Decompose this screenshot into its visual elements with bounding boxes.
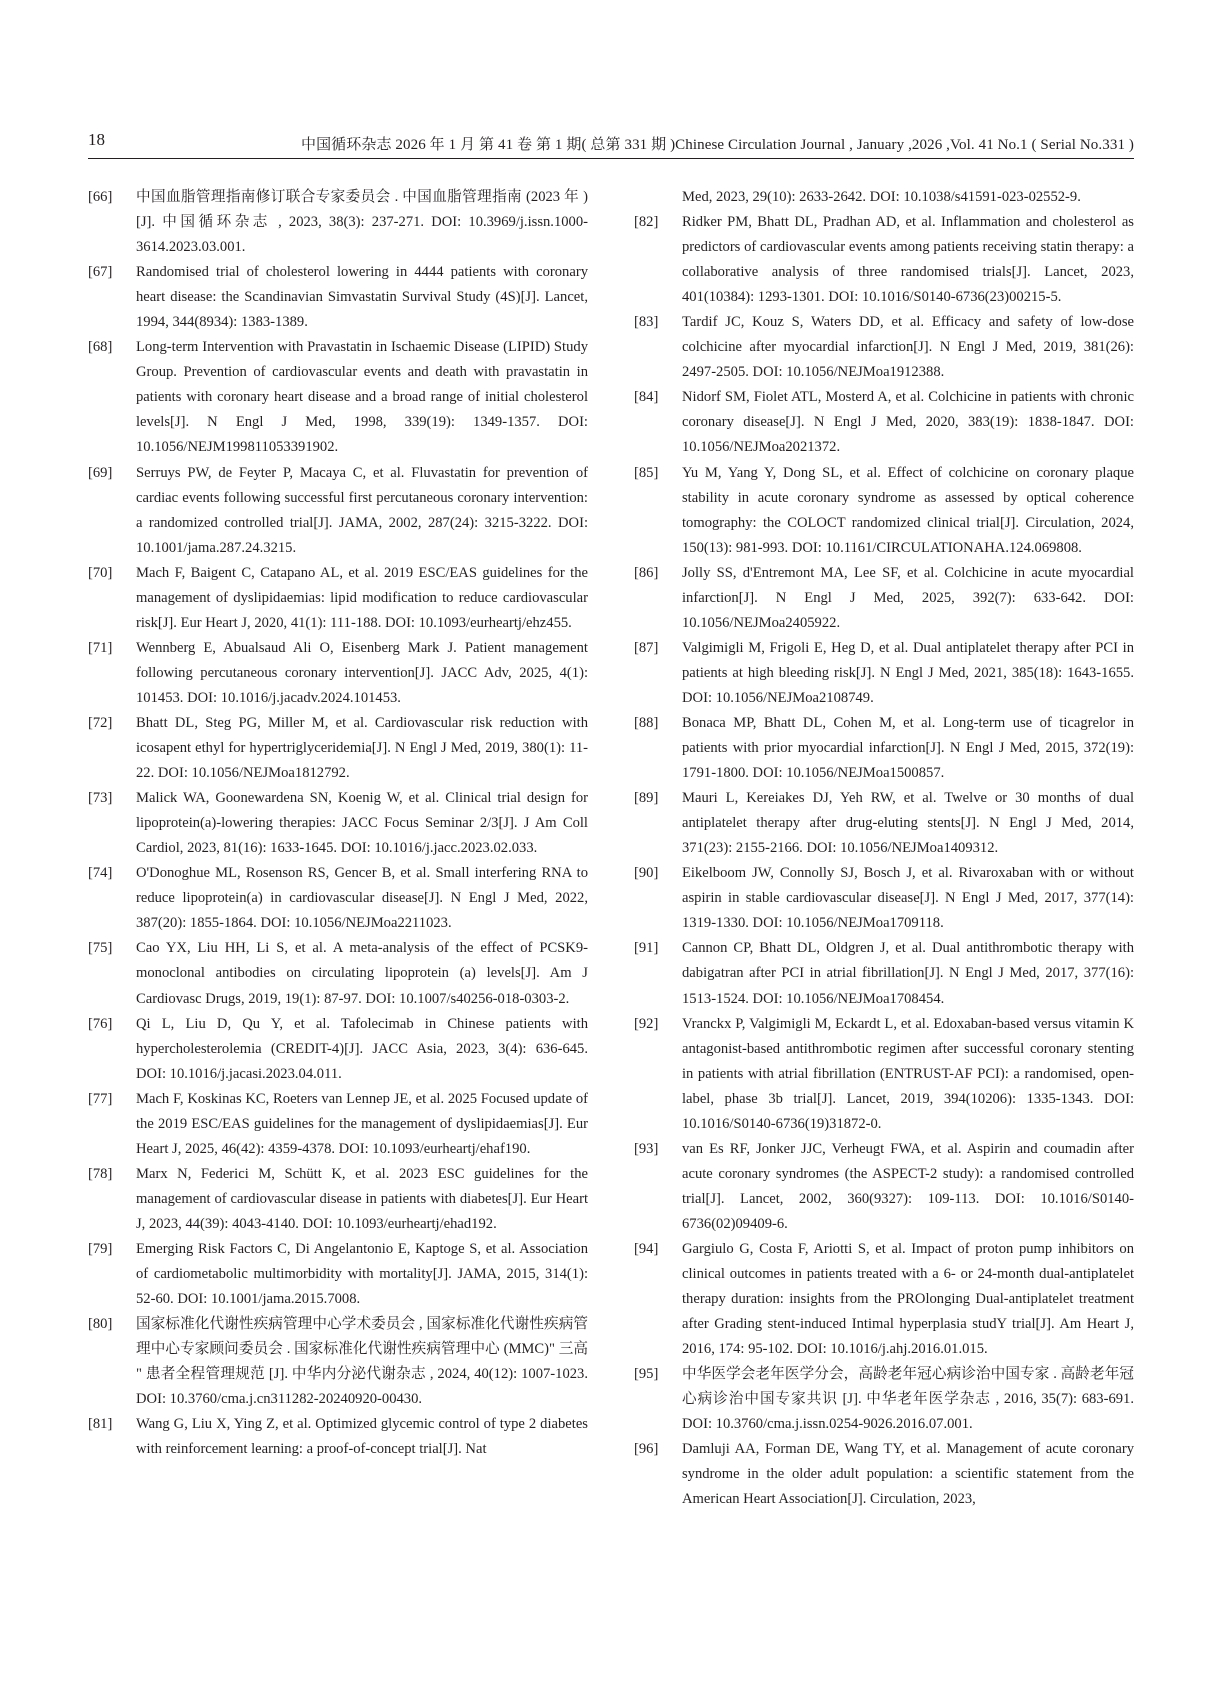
reference-number: [71]: [88, 639, 113, 656]
reference-number: [75]: [88, 940, 113, 957]
reference-number: [67]: [88, 264, 113, 281]
reference-number: [78]: [88, 1165, 113, 1182]
reference-text: Mach F, Baigent C, Catapano AL, et al. 2019 ESC/EAS guidelines for the management of dyslipidaemias: lipid modification to reduce cardiovascular risk[J]. Eur Heart J, 2020, 41(1): 111-188. DOI: 10.1093/eurheartj/ehz455.: [136, 564, 588, 631]
reference-item: [88, 936, 588, 1011]
reference-number: [96]: [634, 1441, 659, 1458]
reference-item: [634, 1437, 1134, 1512]
reference-item: [634, 1237, 1134, 1362]
reference-text: Wennberg E, Abualsaud Ali O, Eisenberg Mark J. Patient management following percutaneous coronary intervention[J]. JACC Adv, 2025, 4(1): 101453. DOI: 10.1016/j.jacadv.2024.101453.: [136, 639, 588, 706]
reference-item: [88, 561, 588, 636]
reference-text: Ridker PM, Bhatt DL, Pradhan AD, et al. Inflammation and cholesterol as predictors of cardiovascular events among patients receiving statin therapy: a collaborative analysis of three randomised trials[J]. Lancet, 2023, 401(10384): 1293-1301. DOI: 10.1016/S0140-6736(23)00215-5.: [682, 214, 1134, 306]
reference-item: [88, 1237, 588, 1312]
reference-text: Wang G, Liu X, Ying Z, et al. Optimized glycemic control of type 2 diabetes with reinforcement learning: a proof-of-concept trial[J]. Nat: [136, 1416, 588, 1458]
reference-text: Mauri L, Kereiakes DJ, Yeh RW, et al. Twelve or 30 months of dual antiplatelet therapy after drug-eluting stents[J]. N Engl J Med, 2014, 371(23): 2155-2166. DOI: 10.1056/NEJMoa1409312.: [682, 790, 1134, 857]
reference-number: [80]: [88, 1316, 113, 1333]
reference-number: [82]: [634, 214, 659, 231]
reference-text: Tardif JC, Kouz S, Waters DD, et al. Efficacy and safety of low-dose colchicine after myocardial infarction[J]. N Engl J Med, 2019, 381(26): 2497-2505. DOI: 10.1056/NEJMoa1912388.: [682, 314, 1134, 381]
reference-text: Mach F, Koskinas KC, Roeters van Lennep JE, et al. 2025 Focused update of the 2019 ESC/EAS guidelines for the management of dyslipidaemias[J]. Eur Heart J, 2025, 46(42): 4359-4378. DOI: 10.1093/eurheartj/ehaf190.: [136, 1090, 588, 1157]
reference-item: [634, 210, 1134, 310]
reference-item: [88, 636, 588, 711]
reference-text: Vranckx P, Valgimigli M, Eckardt L, et al. Edoxaban-based versus vitamin K antagonist-based antithrombotic regimen after successful coronary stenting in patients with atrial fibrillation (ENTRUST-AF PCI): a randomised, open-label, phase 3b trial[J]. Lancet, 2019, 394(10206): 1335-1343. DOI: 10.1016/S0140-6736(19)31872-0.: [682, 1015, 1134, 1132]
reference-number: [77]: [88, 1090, 113, 1107]
reference-number: [87]: [634, 639, 659, 656]
reference-number: [74]: [88, 865, 113, 882]
left-column: [88, 185, 588, 1462]
reference-item: [634, 1362, 1134, 1437]
reference-number: [70]: [88, 564, 113, 581]
reference-text: O'Donoghue ML, Rosenson RS, Gencer B, et al. Small interfering RNA to reduce lipoprotein(a) in cardiovascular disease[J]. N Engl J Med, 2022, 387(20): 1855-1864. DOI: 10.1056/NEJMoa2211023.: [136, 865, 588, 932]
reference-number: [89]: [634, 790, 659, 807]
reference-item: [634, 861, 1134, 936]
reference-item: [634, 711, 1134, 786]
reference-item: [88, 461, 588, 561]
reference-item: [634, 786, 1134, 861]
page-number: 18: [88, 130, 105, 149]
reference-text: Gargiulo G, Costa F, Ariotti S, et al. Impact of proton pump inhibitors on clinical outcomes in patients treated with a 6- or 24-month dual-antiplatelet therapy duration: insights from the PROlonging Dual-antiplatelet treatment after Grading stent-induced Intimal hyperplasia studY trial[J]. Am Heart J, 2016, 174: 95-102. DOI: 10.1016/j.ahj.2016.01.015.: [682, 1240, 1134, 1358]
reference-item: [88, 711, 588, 786]
reference-number: [84]: [634, 389, 659, 406]
reference-number: [68]: [88, 339, 113, 356]
reference-text: Malick WA, Goonewardena SN, Koenig W, et al. Clinical trial design for lipoprotein(a)-lowering therapies: JACC Focus Seminar 2/3[J]. J Am Coll Cardiol, 2023, 81(16): 1633-1645. DOI: 10.1016/j.jacc.2023.02.033.: [136, 790, 588, 857]
reference-text: Jolly SS, d'Entremont MA, Lee SF, et al. Colchicine in acute myocardial infarction[J]. N Engl J Med, 2025, 392(7): 633-642. DOI: 10.1056/NEJMoa2405922.: [682, 564, 1134, 631]
reference-item: [634, 461, 1134, 561]
reference-text: 国家标准化代谢性疾病管理中心学术委员会 , 国家标准化代谢性疾病管理中心专家顾问委员会 . 国家标准化代谢性疾病管理中心 (MMC)" 三高 " 患者全程管理规范 [J]. 中华内分泌代谢杂志 , 2024, 40(12): 1007-1023. DOI: 10.3760/cma.j.cn311282-20240920-00430.: [136, 1316, 588, 1408]
reference-number: [76]: [88, 1015, 113, 1032]
reference-text: Qi L, Liu D, Qu Y, et al. Tafolecimab in Chinese patients with hypercholesterolemia (CREDIT-4)[J]. JACC Asia, 2023, 3(4): 636-645. DOI: 10.1016/j.jacasi.2023.04.011.: [136, 1015, 588, 1082]
reference-text: 中国血脂管理指南修订联合专家委员会 . 中国血脂管理指南 (2023 年 )[J]. 中国循环杂志 , 2023, 38(3): 237-271. DOI: 10.3969/j.issn.1000-3614.2023.03.001.: [136, 189, 588, 256]
reference-item: [88, 1312, 588, 1412]
reference-item: [88, 1087, 588, 1162]
reference-text: Emerging Risk Factors C, Di Angelantonio E, Kaptoge S, et al. Association of cardiometabolic multimorbidity with mortality[J]. JAMA, 2015, 314(1): 52-60. DOI: 10.1001/jama.2015.7008.: [136, 1240, 588, 1308]
reference-item: [634, 310, 1134, 385]
running-header: 中国循环杂志 2026 年 1 月 第 41 卷 第 1 期( 总第 331 期 )Chinese Circulation Journal , January ,2026 ,Vol. 41 No.1 ( Serial No.331 ): [300, 137, 1134, 153]
reference-number: [86]: [634, 564, 659, 581]
reference-text: van Es RF, Jonker JJC, Verheugt FWA, et al. Aspirin and coumadin after acute coronary syndromes (the ASPECT-2 study): a randomised controlled trial[J]. Lancet, 2002, 360(9327): 109-113. DOI: 10.1016/S0140-6736(02)09409-6.: [682, 1140, 1134, 1232]
right-column: [634, 185, 1134, 1512]
reference-item: [634, 636, 1134, 711]
reference-text: Cao YX, Liu HH, Li S, et al. A meta-analysis of the effect of PCSK9-monoclonal antibodies on circulating lipoprotein (a) levels[J]. Am J Cardiovasc Drugs, 2019, 19(1): 87-97. DOI: 10.1007/s40256-018-0303-2.: [136, 940, 588, 1007]
reference-number: [85]: [634, 464, 659, 481]
reference-item: [634, 561, 1134, 636]
reference-number: [73]: [88, 790, 113, 807]
reference-number: [79]: [88, 1240, 113, 1257]
reference-item: [634, 936, 1134, 1011]
reference-number: [94]: [634, 1240, 659, 1257]
reference-text: Damluji AA, Forman DE, Wang TY, et al. Management of acute coronary syndrome in the older adult population: a scientific statement from the American Heart Association[J]. Circulation, 2023,: [682, 1441, 1134, 1508]
reference-text: Bhatt DL, Steg PG, Miller M, et al. Cardiovascular risk reduction with icosapent ethyl for hypertriglyceridemia[J]. N Engl J Med, 2019, 380(1): 11-22. DOI: 10.1056/NEJMoa1812792.: [136, 714, 588, 782]
reference-item: [88, 1412, 588, 1462]
reference-text: Valgimigli M, Frigoli E, Heg D, et al. Dual antiplatelet therapy after PCI in patients at high bleeding risk[J]. N Engl J Med, 2021, 385(18): 1643-1655. DOI: 10.1056/NEJMoa2108749.: [682, 639, 1134, 706]
reference-number: [72]: [88, 714, 113, 731]
reference-item: [88, 260, 588, 335]
reference-number: [92]: [634, 1015, 659, 1032]
reference-item: [88, 1162, 588, 1237]
reference-item: [88, 861, 588, 936]
reference-item: [634, 385, 1134, 460]
reference-text: Serruys PW, de Feyter P, Macaya C, et al. Fluvastatin for prevention of cardiac events following successful first percutaneous coronary intervention: a randomized controlled trial[J]. JAMA, 2002, 287(24): 3215-3222. DOI: 10.1001/jama.287.24.3215.: [136, 464, 588, 556]
reference-text: Long-term Intervention with Pravastatin in Ischaemic Disease (LIPID) Study Group. Prevention of cardiovascular events and death with pravastatin in patients with coronary heart disease and a broad range of initial cholesterol levels[J]. N Engl J Med, 1998, 339(19): 1349-1357. DOI: 10.1056/NEJM199811053391902.: [136, 339, 588, 456]
reference-item: [634, 1137, 1134, 1237]
reference-text: 中华医学会老年医学分会，高龄老年冠心病诊治中国专家 . 高龄老年冠心病诊治中国专家共识 [J]. 中华老年医学杂志 , 2016, 35(7): 683-691. DOI: 10.3760/cma.j.issn.0254-9026.2016.07.001.: [682, 1366, 1134, 1433]
reference-number: [95]: [634, 1366, 659, 1383]
reference-number: [88]: [634, 714, 659, 731]
reference-item: [88, 185, 588, 260]
reference-number: [91]: [634, 940, 659, 957]
reference-text: Eikelboom JW, Connolly SJ, Bosch J, et al. Rivaroxaban with or without aspirin in stable cardiovascular disease[J]. N Engl J Med, 2017, 377(14): 1319-1330. DOI: 10.1056/NEJMoa1709118.: [682, 865, 1134, 932]
reference-number: [90]: [634, 865, 659, 882]
reference-number: [69]: [88, 464, 113, 481]
reference-number: [93]: [634, 1140, 659, 1157]
reference-text: Marx N, Federici M, Schütt K, et al. 2023 ESC guidelines for the management of cardiovascular disease in patients with diabetes[J]. Eur Heart J, 2023, 44(39): 4043-4140. DOI: 10.1093/eurheartj/ehad192.: [136, 1165, 588, 1232]
reference-text: Yu M, Yang Y, Dong SL, et al. Effect of colchicine on coronary plaque stability in acute coronary syndrome as assessed by optical coherence tomography: the COLOCT randomized clinical trial[J]. Circulation, 2024, 150(13): 981-993. DOI: 10.1161/CIRCULATIONAHA.124.069808.: [682, 464, 1134, 556]
header-rule: [88, 158, 1134, 159]
reference-text: Cannon CP, Bhatt DL, Oldgren J, et al. Dual antithrombotic therapy with dabigatran after PCI in atrial fibrillation[J]. N Engl J Med, 2017, 377(16): 1513-1524. DOI: 10.1056/NEJMoa1708454.: [682, 940, 1134, 1007]
reference-number: [81]: [88, 1416, 113, 1433]
reference-item: [88, 1012, 588, 1087]
reference-continuation: [634, 185, 1134, 210]
reference-item: [88, 335, 588, 460]
reference-text: Nidorf SM, Fiolet ATL, Mosterd A, et al. Colchicine in patients with chronic coronary disease[J]. N Engl J Med, 2020, 383(19): 1838-1847. DOI: 10.1056/NEJMoa2021372.: [682, 389, 1134, 456]
reference-number: [83]: [634, 314, 659, 331]
reference-item: [634, 1012, 1134, 1137]
reference-text: Bonaca MP, Bhatt DL, Cohen M, et al. Long-term use of ticagrelor in patients with prior myocardial infarction[J]. N Engl J Med, 2015, 372(19): 1791-1800. DOI: 10.1056/NEJMoa1500857.: [682, 714, 1134, 782]
reference-continuation-text: Med, 2023, 29(10): 2633-2642. DOI: 10.1038/s41591-023-02552-9.: [682, 189, 1081, 205]
reference-text: Randomised trial of cholesterol lowering in 4444 patients with coronary heart disease: the Scandinavian Simvastatin Survival Study (4S)[J]. Lancet, 1994, 344(8934): 1383-1389.: [136, 264, 588, 331]
reference-item: [88, 786, 588, 861]
reference-number: [66]: [88, 189, 113, 205]
